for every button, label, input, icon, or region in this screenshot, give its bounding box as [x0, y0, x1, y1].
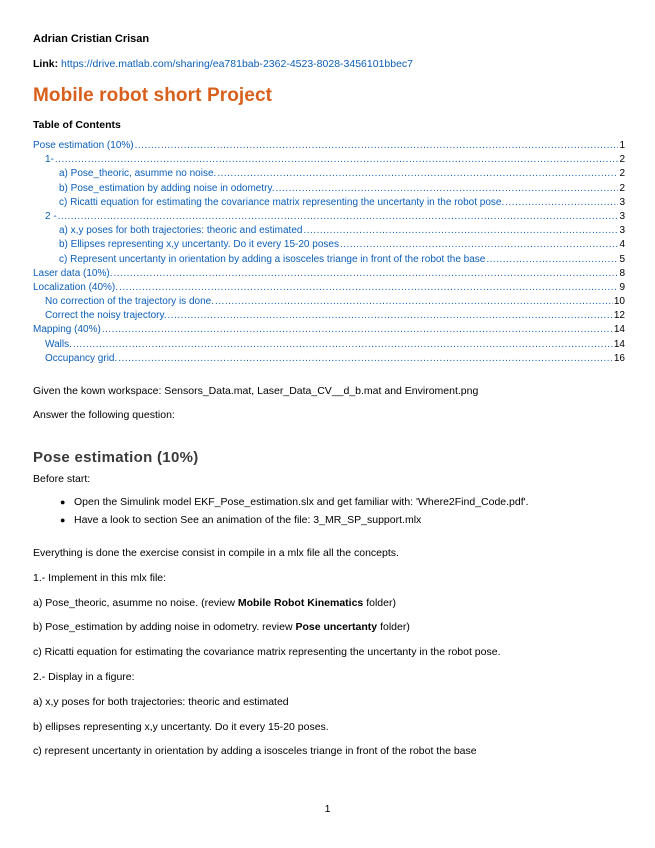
toc-leader [276, 183, 619, 194]
toc-entry-label[interactable]: Laser data (10%). [33, 267, 113, 279]
toc-leader [215, 296, 613, 307]
toc-entry[interactable] [33, 140, 625, 154]
toc-heading: Table of Contents [33, 119, 121, 131]
task-b-text: b) Pose_estimation by adding noise in odometry. review Pose uncertanty folder) [33, 621, 410, 633]
author-name: Adrian Cristian Crisan [33, 33, 150, 45]
section-heading: Pose estimation (10%) [33, 449, 199, 466]
toc-entry-page: 3 [619, 196, 625, 208]
toc-entry-page: 16 [613, 352, 625, 364]
toc-entry-page: 12 [613, 310, 625, 322]
toc-entry[interactable] [33, 239, 625, 253]
toc-entry-label[interactable]: a) x,y poses for both trajectories: theoric and estimated [59, 225, 303, 237]
toc-entry-page: 3 [619, 210, 625, 222]
table-of-contents [33, 140, 625, 367]
toc-entry[interactable] [33, 225, 625, 239]
page-number: 1 [324, 803, 331, 815]
drive-link[interactable]: https://drive.matlab.com/sharing/ea781bab-2362-4523-8028-3456101bbec7 [61, 58, 414, 70]
toc-entry[interactable] [33, 324, 625, 338]
toc-leader [119, 282, 618, 293]
implement-text: 1.- Implement in this mlx file: [33, 572, 167, 584]
display-c-text: c) represent uncertanty in orientation by adding a isosceles triange in front of the robot the base [33, 745, 477, 757]
toc-entry[interactable] [33, 296, 625, 310]
toc-entry[interactable] [33, 168, 625, 182]
toc-entry-page: 8 [619, 267, 625, 279]
given-text: Given the kown workspace: Sensors_Data.mat, Laser_Data_CV__d_b.mat and Enviroment.png [33, 385, 479, 397]
before-start-list [60, 496, 529, 532]
toc-entry-label[interactable]: Occupancy grid. [45, 352, 118, 364]
toc-entry-page: 2 [619, 154, 625, 166]
toc-entry-page: 14 [613, 338, 625, 350]
bullet-icon: ● [60, 515, 66, 525]
toc-entry[interactable] [33, 353, 625, 367]
link-row [33, 58, 413, 70]
toc-leader [340, 239, 618, 250]
everything-text: Everything is done the exercise consist in compile in a mlx file all the concepts. [33, 547, 399, 559]
list-item: ● Have a look to section See an animation of the file: 3_MR_SP_support.mlx [60, 514, 422, 526]
toc-entry[interactable] [33, 183, 625, 197]
toc-entry-label[interactable]: Correct the noisy trajectory. [45, 310, 167, 322]
answer-text: Answer the following question: [33, 409, 175, 421]
toc-entry-label[interactable]: Localization (40%). [33, 281, 119, 293]
display-text: 2.- Display in a figure: [33, 671, 135, 683]
toc-entry[interactable] [33, 268, 625, 282]
before-start-text: Before start: [33, 473, 91, 485]
toc-entry[interactable] [33, 282, 625, 296]
toc-entry-page: 5 [619, 253, 625, 265]
toc-leader [58, 211, 619, 222]
toc-leader [505, 197, 618, 208]
toc-entry-page: 2 [619, 168, 625, 180]
toc-leader [217, 168, 618, 179]
toc-entry[interactable] [33, 339, 625, 353]
toc-leader [118, 353, 613, 364]
toc-entry[interactable] [33, 154, 625, 168]
toc-entry-label[interactable]: c) Ricatti equation for estimating the covariance matrix representing the uncertanty in the robot pose. [59, 196, 505, 208]
toc-entry-page: 2 [619, 182, 625, 194]
toc-entry[interactable] [33, 310, 625, 324]
toc-leader [102, 324, 613, 335]
display-a-text: a) x,y poses for both trajectories: theoric and estimated [33, 696, 289, 708]
toc-entry-label[interactable]: 1- [45, 154, 54, 166]
toc-entry-page: 1 [619, 140, 625, 151]
toc-entry[interactable] [33, 211, 625, 225]
toc-entry[interactable] [33, 197, 625, 211]
toc-entry-label[interactable]: b) Pose_estimation by adding noise in odometry. [59, 182, 275, 194]
display-b-text: b) ellipses representing x,y uncertanty. Do it every 15-20 poses. [33, 721, 329, 733]
task-a-text: a) Pose_theoric, asumme no noise. (review Mobile Robot Kinematics folder) [33, 597, 396, 609]
toc-entry-label[interactable]: c) Represent uncertanty in orientation by adding a isosceles triange in front of the robot the base [59, 253, 486, 265]
toc-entry-page: 10 [613, 296, 625, 308]
toc-entry-label[interactable]: No correction of the trajectory is done. [45, 296, 214, 308]
task-c-text: c) Ricatti equation for estimating the covariance matrix representing the uncertanty in the robot pose. [33, 646, 501, 658]
toc-entry-page: 3 [619, 225, 625, 237]
toc-entry-label[interactable]: Walls. [45, 338, 72, 350]
toc-entry-label[interactable]: a) Pose_theoric, asumme no noise. [59, 168, 217, 180]
toc-leader [73, 339, 613, 350]
toc-leader [303, 225, 618, 236]
toc-entry-page: 9 [619, 281, 625, 293]
toc-leader [135, 140, 619, 151]
toc-leader [114, 268, 619, 279]
link-label: Link: [33, 58, 59, 70]
toc-entry-label[interactable]: Pose estimation (10%) [33, 140, 134, 151]
toc-entry-page: 4 [619, 239, 625, 251]
document-title: Mobile robot short Project [33, 85, 273, 106]
bullet-icon: ● [60, 497, 66, 507]
toc-leader [486, 254, 618, 265]
toc-leader [168, 310, 613, 321]
toc-entry-label[interactable]: Mapping (40%) [33, 324, 101, 336]
toc-leader [55, 154, 619, 165]
toc-entry-page: 14 [613, 324, 625, 336]
toc-entry-label[interactable]: b) Ellipses representing x,y uncertanty. Do it every 15-20 poses [59, 239, 339, 251]
toc-entry[interactable] [33, 254, 625, 268]
toc-entry-label[interactable]: 2 - [45, 210, 57, 222]
list-item: ● Open the Simulink model EKF_Pose_estimation.slx and get familiar with: 'Where2Find_Code.pdf'. [60, 496, 529, 508]
